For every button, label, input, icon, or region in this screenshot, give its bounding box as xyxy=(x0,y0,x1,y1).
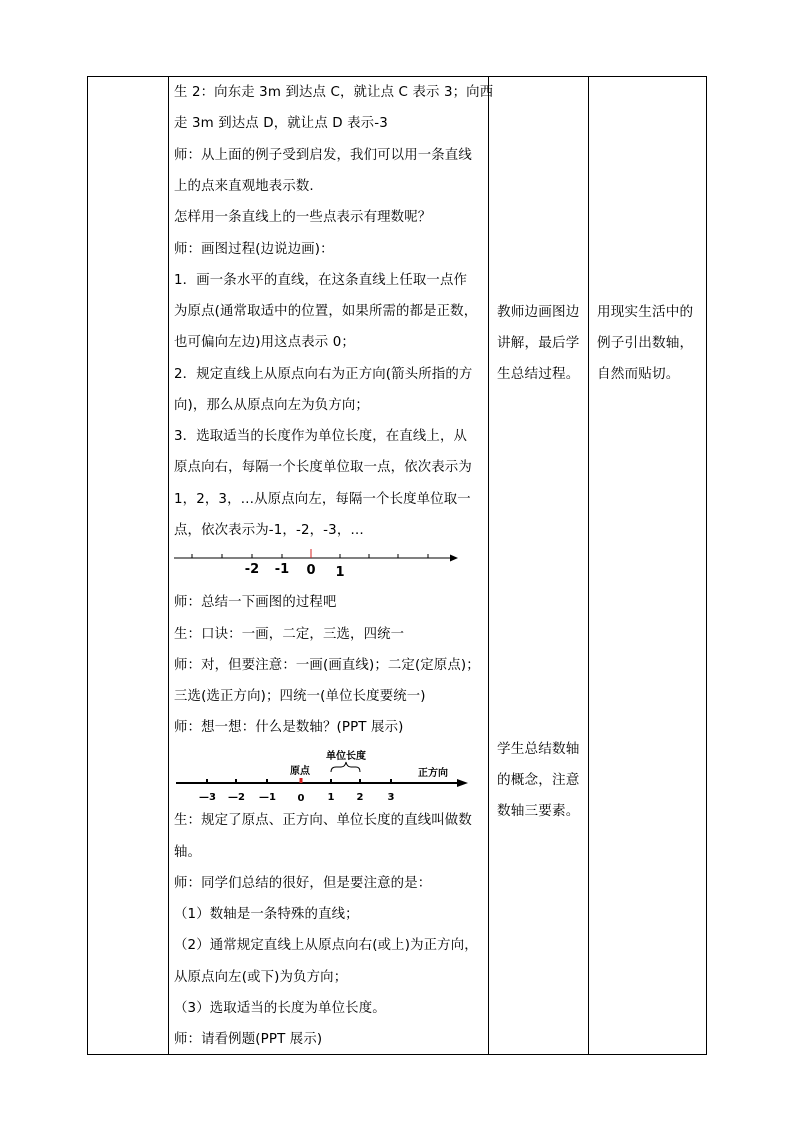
text-line: 也可偏向左边)用这点表示 0； xyxy=(174,335,355,350)
tick-label: 0 xyxy=(297,793,305,804)
tick-label: 1 xyxy=(327,792,335,803)
text-line: 讲解，最后学 xyxy=(497,335,580,351)
text-line: 生总结过程。 xyxy=(497,366,580,382)
text-line: 三选(选正方向)；四统一(单位长度要统一) xyxy=(174,689,426,704)
unit-length-brace xyxy=(331,762,360,772)
tick-label: 2 xyxy=(356,792,364,803)
text-line: 点，依次表示为-1，-2，-3，… xyxy=(174,523,364,538)
text-line: 原点向右，每隔一个长度单位取一点，依次表示为 xyxy=(174,460,472,475)
text-line: 为原点(通常取适中的位置，如果所需的都是正数， xyxy=(174,304,478,319)
text-line: 用现实生活中的 xyxy=(597,304,694,320)
text-line: 从原点向左(或下)为负方向； xyxy=(174,970,348,985)
text-line: 走 3m 到达点 D，就让点 D 表示-3 xyxy=(174,116,388,131)
text-line: 3．选取适当的长度作为单位长度，在直线上，从 xyxy=(174,429,468,444)
axis-label: -1 xyxy=(274,562,290,577)
direction-label: 正方向 xyxy=(418,768,448,779)
origin-label: 原点 xyxy=(290,766,310,777)
text-line: 教师边画图边 xyxy=(497,304,580,320)
text-line: 生：规定了原点、正方向、单位长度的直线叫做数 xyxy=(174,813,472,828)
text-line: 例子引出数轴， xyxy=(597,335,694,351)
text-line: 师：想一想：什么是数轴？(PPT 展示) xyxy=(174,720,404,735)
tick-label: —3 xyxy=(199,792,216,803)
text-line: 怎样用一条直线上的一些点表示有理数呢？ xyxy=(174,210,432,225)
text-line: 上的点来直观地表示数. xyxy=(174,179,314,194)
text-line: 生：口诀：一画，二定，三选，四统一 xyxy=(174,627,405,642)
number-line-figure-1 xyxy=(168,545,468,579)
text-line: 1．画一条水平的直线，在这条直线上任取一点作 xyxy=(174,273,468,288)
unit-length-label: 单位长度 xyxy=(326,751,366,762)
tick-label: 3 xyxy=(387,792,395,803)
text-line: （2）通常规定直线上从原点向右(或上)为正方向， xyxy=(174,938,478,953)
text-line: 师：请看例题(PPT 展示) xyxy=(174,1032,323,1047)
text-line: 轴。 xyxy=(174,845,202,860)
text-line: 师：同学们总结的很好，但是要注意的是： xyxy=(174,876,432,891)
axis-label: 0 xyxy=(306,563,316,578)
text-line: 数轴三要素。 xyxy=(497,803,580,819)
text-line: 自然而贴切。 xyxy=(597,366,680,382)
text-line: 师：从上面的例子受到启发，我们可以用一条直线 xyxy=(174,148,472,163)
text-line: 师：总结一下画图的过程吧 xyxy=(174,595,337,610)
text-line: 2．规定直线上从原点向右为正方向(箭头所指的方 xyxy=(174,367,473,382)
text-line: 师：对，但要注意：一画(画直线)；二定(定原点)； xyxy=(174,658,480,673)
lesson-table xyxy=(87,76,707,1055)
number-line-figure-2 xyxy=(168,742,468,804)
text-line: 师：画图过程(边说边画)： xyxy=(174,242,334,257)
text-line: 学生总结数轴 xyxy=(497,741,580,757)
tick-label: —2 xyxy=(228,792,245,803)
tick-label: —1 xyxy=(259,792,276,803)
text-line: （3）选取适当的长度为单位长度。 xyxy=(174,1001,386,1016)
text-line: （1）数轴是一条特殊的直线； xyxy=(174,907,359,922)
axis-label: 1 xyxy=(335,565,345,579)
table-cell-design-intent xyxy=(589,77,708,1054)
table-cell-teaching-process xyxy=(168,77,494,1054)
table-cell-student-activity xyxy=(489,77,588,1054)
text-line: 向)，那么从原点向左为负方向； xyxy=(174,398,369,413)
text-line: 的概念，注意 xyxy=(497,772,580,788)
text-line: 1，2，3，…从原点向左，每隔一个长度单位取一 xyxy=(174,492,471,507)
axis-label: -2 xyxy=(244,562,260,577)
text-line: 生 2：向东走 3m 到达点 C，就让点 C 表示 3；向西 xyxy=(174,85,494,100)
